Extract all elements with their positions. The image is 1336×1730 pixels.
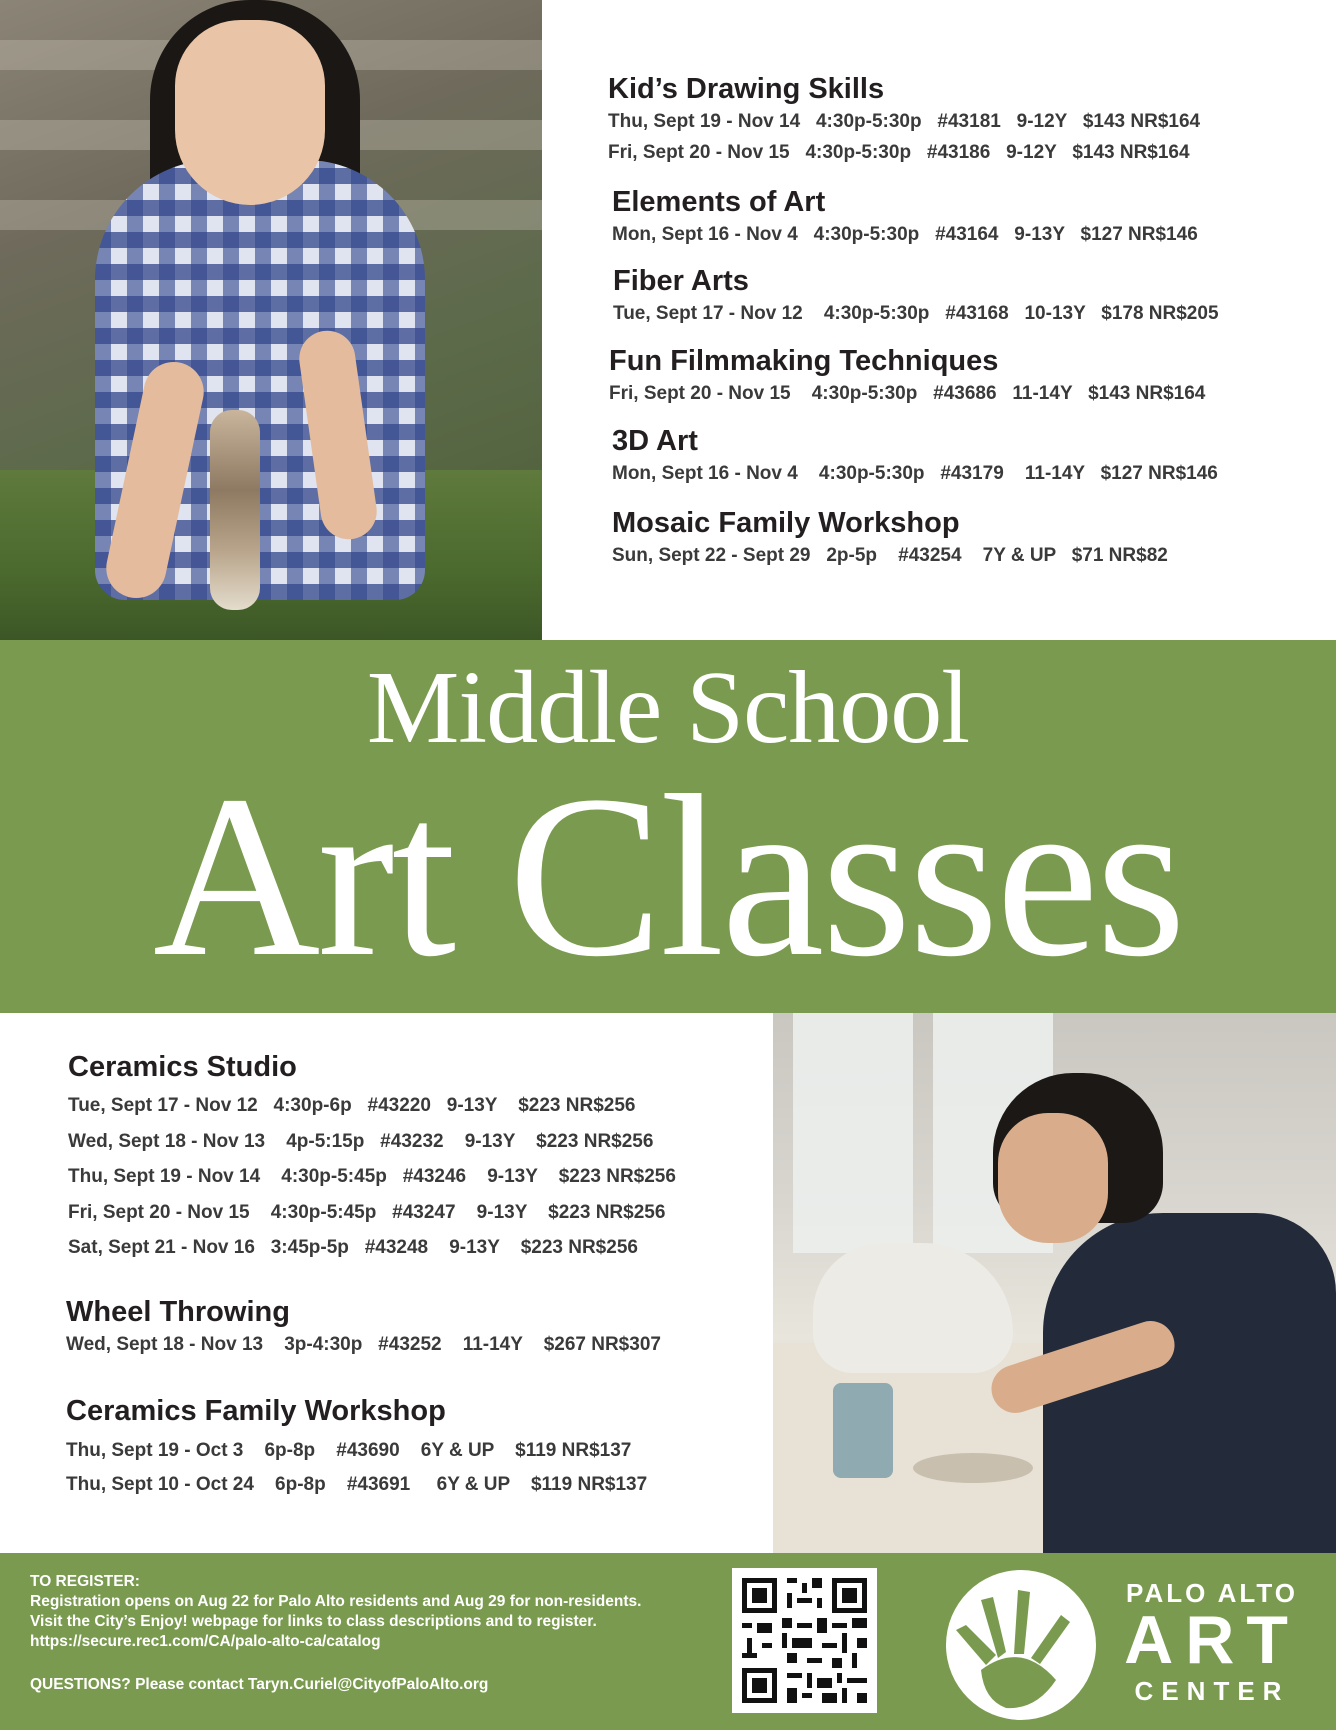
photo-sculpture <box>210 410 260 610</box>
register-dates: Registration opens on Aug 22 for Palo Alto residents and Aug 29 for non-residents. <box>30 1593 642 1610</box>
class-mosaic-family-workshop <box>612 506 1168 571</box>
photo-window <box>793 1013 913 1253</box>
class-schedule-row: Thu, Sept 19 - Nov 14 4:30p-5:45p #43246 9-13Y $223 NR$256 <box>68 1166 676 1187</box>
class-schedule-row: Thu, Sept 10 - Oct 24 6p-8p #43691 6Y & UP $119 NR$137 <box>66 1474 648 1495</box>
class-title: Mosaic Family Workshop <box>612 507 960 539</box>
class-3d-art <box>612 424 1218 489</box>
art-center-logo-mark <box>946 1570 1096 1720</box>
class-schedule-row: Mon, Sept 16 - Nov 4 4:30p-5:30p #43164 9-13Y $127 NR$146 <box>612 224 1198 245</box>
class-title: Fiber Arts <box>613 265 749 297</box>
photo-bag <box>813 1243 1013 1373</box>
logo-center: CENTER <box>1134 1676 1290 1706</box>
photo-jar <box>833 1383 893 1478</box>
class-title: 3D Art <box>612 425 698 457</box>
class-elements-of-art <box>612 185 1198 250</box>
class-title: Ceramics Studio <box>68 1051 297 1083</box>
banner-title: Art Classes <box>152 748 1184 1005</box>
class-title: Wheel Throwing <box>66 1296 290 1328</box>
photo-girl-painting-ceramics <box>773 1013 1336 1553</box>
register-instructions: Visit the City’s Enjoy! webpage for links to class descriptions and to register. <box>30 1613 597 1630</box>
class-title: Ceramics Family Workshop <box>66 1395 446 1427</box>
class-schedule-row: Sun, Sept 22 - Sept 29 2p-5p #43254 7Y & UP $71 NR$82 <box>612 545 1168 566</box>
class-ceramics-family-workshop <box>66 1394 647 1502</box>
photo-face <box>998 1113 1108 1243</box>
hand-burst-icon <box>946 1570 1096 1720</box>
class-fiber-arts <box>613 264 1219 329</box>
class-schedule-row: Thu, Sept 19 - Nov 14 4:30p-5:30p #43181 9-12Y $143 NR$164 <box>608 111 1201 132</box>
class-schedule-row: Thu, Sept 19 - Oct 3 6p-8p #43690 6Y & UP $119 NR$137 <box>66 1440 632 1461</box>
photo-girl-with-sculpture <box>0 0 542 640</box>
register-link[interactable]: https://secure.rec1.com/CA/palo-alto-ca/catalog <box>30 1633 381 1650</box>
class-title: Kid’s Drawing Skills <box>608 73 885 105</box>
photo-face <box>175 20 325 205</box>
class-title: Fun Filmmaking Techniques <box>609 345 999 377</box>
class-schedule-row: Tue, Sept 17 - Nov 12 4:30p-6p #43220 9-13Y $223 NR$256 <box>68 1095 636 1116</box>
class-schedule-row: Fri, Sept 20 - Nov 15 4:30p-5:30p #43686 11-14Y $143 NR$164 <box>609 383 1206 404</box>
photo-plate <box>913 1453 1033 1483</box>
class-fun-filmmaking <box>609 344 1205 409</box>
class-schedule-row: Tue, Sept 17 - Nov 12 4:30p-5:30p #43168 10-13Y $178 NR$205 <box>613 303 1219 324</box>
class-schedule-row: Fri, Sept 20 - Nov 15 4:30p-5:30p #43186 9-12Y $143 NR$164 <box>608 142 1190 163</box>
register-heading: TO REGISTER: <box>30 1573 140 1590</box>
class-schedule-row: Wed, Sept 18 - Nov 13 3p-4:30p #43252 11-14Y $267 NR$307 <box>66 1334 661 1355</box>
class-schedule-row: Fri, Sept 20 - Nov 15 4:30p-5:45p #43247 9-13Y $223 NR$256 <box>68 1201 666 1223</box>
class-kids-drawing-skills <box>608 72 1200 168</box>
banner-subtitle: Middle School <box>366 650 970 765</box>
class-schedule-row: Mon, Sept 16 - Nov 4 4:30p-5:30p #43179 11-14Y $127 NR$146 <box>612 463 1218 484</box>
questions-contact[interactable]: QUESTIONS? Please contact Taryn.Curiel@CityofPaloAlto.org <box>30 1676 489 1693</box>
class-schedule-row: Wed, Sept 18 - Nov 13 4p-5:15p #43232 9-13Y $223 NR$256 <box>68 1130 654 1152</box>
qr-code-graphic <box>732 1568 877 1713</box>
logo-art: ART <box>1124 1602 1300 1678</box>
class-title: Elements of Art <box>612 186 826 218</box>
logo-palo-alto: PALO ALTO <box>1126 1578 1298 1608</box>
class-schedule-row: Sat, Sept 21 - Nov 16 3:45p-5p #43248 9-13Y $223 NR$256 <box>68 1237 638 1258</box>
class-wheel-throwing <box>66 1295 661 1361</box>
qr-code[interactable] <box>732 1568 877 1713</box>
class-ceramics-studio <box>68 1050 676 1266</box>
